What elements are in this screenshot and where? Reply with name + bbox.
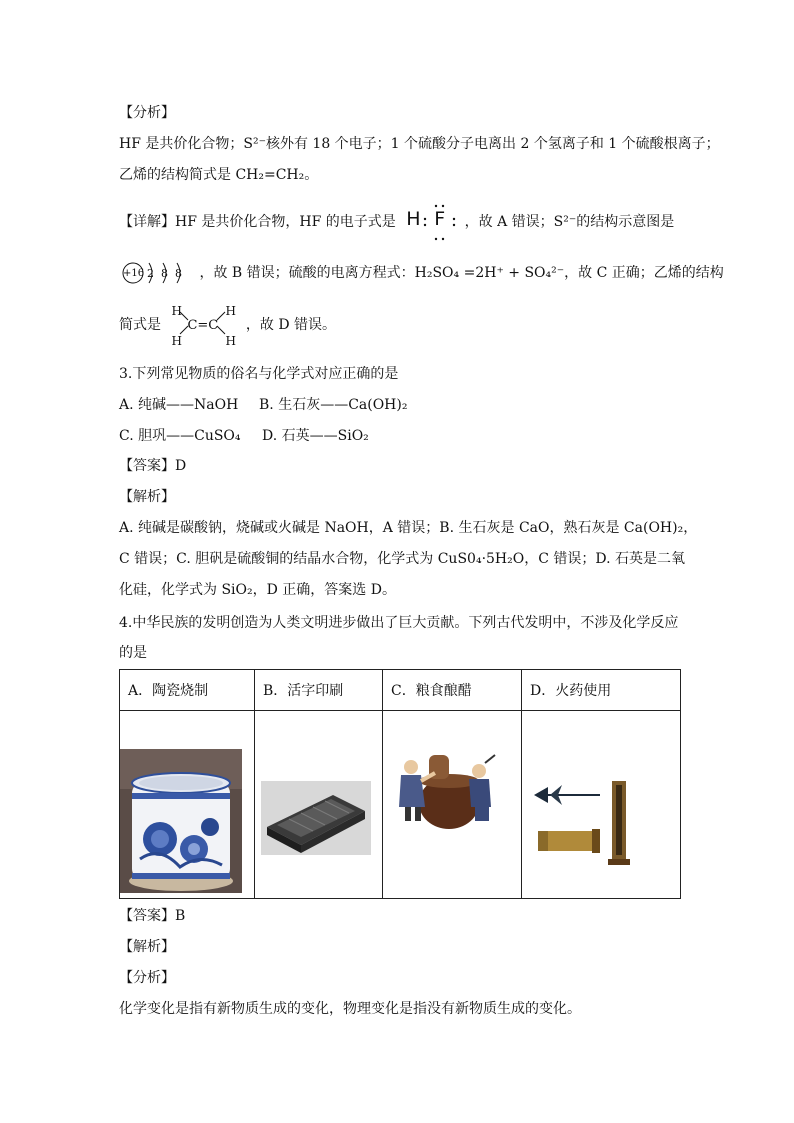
- shell-1-electrons: 2: [147, 267, 154, 280]
- ethene-c-c: C=C: [187, 318, 219, 333]
- analysis-line-2: 乙烯的结构简式是 CH₂=CH₂。: [119, 167, 319, 183]
- shell-2-electrons: 8: [161, 267, 168, 280]
- nucleus-charge: +16: [123, 268, 145, 279]
- option-d-header: D．火药使用: [522, 670, 681, 711]
- question-4-stem-line-2: 的是: [119, 645, 147, 661]
- question-4-fenxi-text: 化学变化是指有新物质生成的变化，物理变化是指没有新物质生成的变化。: [119, 1001, 581, 1017]
- question-3-option-a: A. 纯碱——NaOH: [119, 397, 239, 413]
- option-b-header: B．活字印刷: [255, 670, 383, 711]
- detail-text-4: 简式是: [119, 317, 161, 333]
- question-3-analysis-line-1: A. 纯碱是碳酸钠，烧碱或火碱是 NaOH，A 错误；B. 生石灰是 CaO，熟石灰是 Ca(OH)₂，: [119, 520, 698, 536]
- lewis-electron-dots: [400, 202, 460, 242]
- question-4-fenxi-heading: 【分析】: [119, 970, 175, 986]
- question-4-analysis-heading: 【解析】: [119, 939, 175, 955]
- detail-text-5: ，故 D 错误。: [245, 317, 337, 333]
- vinegar-brewing-image: [391, 751, 501, 831]
- question-3-analysis-line-3: 化硅，化学式为 SiO₂，D 正确，答案选 D。: [119, 582, 396, 598]
- option-d-image-cell: [522, 711, 681, 899]
- porcelain-jar-image: [120, 749, 242, 893]
- ethene-h-bottom-right: H: [225, 334, 236, 348]
- question-3-analysis-line-2: C 错误；C. 胆矾是硫酸铜的结晶水合物，化学式为 CuS0₄·5H₂O，C 错误；D. 石英是二氧: [119, 551, 686, 567]
- question-3-answer: 【答案】D: [119, 458, 187, 474]
- detail-text-2: ，故 A 错误；S²⁻的结构示意图是: [464, 214, 675, 230]
- ethene-h-top-left: H: [171, 304, 182, 318]
- question-3-option-d: D. 石英——SiO₂: [262, 428, 369, 444]
- option-a-image-cell: [120, 711, 255, 899]
- question-3-stem: 3.下列常见物质的俗名与化学式对应正确的是: [119, 366, 399, 382]
- question-4-options-table: [119, 669, 681, 899]
- detail-text-3: ，故 B 错误；硫酸的电离方程式：H₂SO₄ =2H⁺ + SO₄²⁻，故 C 正确；乙烯的结构: [199, 265, 724, 281]
- question-4-stem-line-1: 4.中华民族的发明创造为人类文明进步做出了巨大贡献。下列古代发明中，不涉及化学反应: [119, 615, 679, 631]
- detail-line-3: [119, 304, 337, 348]
- analysis-line-1: HF 是共价化合物；S²⁻核外有 18 个电子；1 个硫酸分子电离出 2 个氢离子和 1 个硫酸根离子；: [119, 136, 720, 152]
- ethene-h-top-right: H: [225, 304, 236, 318]
- detail-line-1: [119, 208, 675, 232]
- question-3-analysis-heading: 【解析】: [119, 489, 175, 505]
- hf-lewis-structure: [400, 208, 460, 232]
- option-c-image-cell: [383, 711, 522, 899]
- option-a-header: A．陶瓷烧制: [120, 670, 255, 711]
- lewis-h: H: [406, 208, 421, 230]
- gunpowder-artifacts-image: [532, 781, 642, 871]
- movable-type-image: [261, 781, 371, 855]
- lewis-f: F: [434, 208, 446, 230]
- analysis-heading: 【分析】: [119, 105, 175, 121]
- sulfide-ion-structure-diagram: [119, 262, 195, 284]
- option-c-header: C．粮食酿醋: [383, 670, 522, 711]
- question-3-option-b: B. 生石灰——Ca(OH)₂: [259, 397, 408, 413]
- detail-line-2: [119, 262, 724, 284]
- option-b-image-cell: [255, 711, 383, 899]
- ethene-h-bottom-left: H: [171, 334, 182, 348]
- shell-3-electrons: 8: [175, 267, 182, 280]
- detail-text-1: 【详解】HF 是共价化合物，HF 的电子式是: [119, 214, 396, 230]
- question-3-option-c: C. 胆巩——CuSO₄: [119, 428, 241, 444]
- ethene-structure: [165, 304, 241, 348]
- question-4-answer: 【答案】B: [119, 908, 186, 924]
